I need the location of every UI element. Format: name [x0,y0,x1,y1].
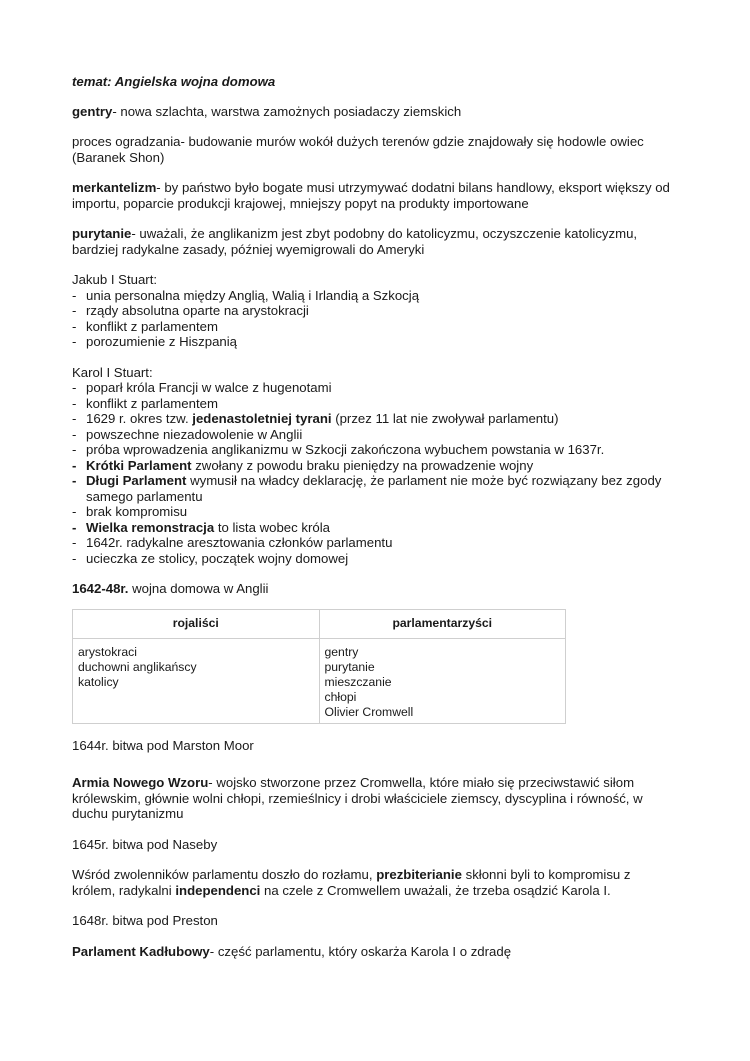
paragraph-rozlam-text: Wśród zwolenników parlamentu doszło do rozłamu, [72,867,377,882]
paragraph-wojna-text: wojna domowa w Anglii [128,581,269,596]
paragraph-preston: 1648r. bitwa pod Preston [72,913,218,928]
term-kadlubowy: Parlament Kadłubowy [72,943,210,959]
list-item [72,411,672,427]
table-cell-line: chłopi [324,689,357,704]
list-item [72,458,672,474]
definition-gentry [72,104,672,120]
definition-ogradzanie: proces ogradzania- budowanie murów wokół dużych terenów gdzie znajdowały się hodowle owiec (Baranek Shon) [72,134,644,165]
definition-armia-text: - wojsko stworzone przez Cromwella, które miało się przeciwstawić siłom królewskim, głównie wolni chłopi, rzemieślnicy i drobi właściciele ziemscy, dyscyplina i równość, w duchu purytanizmu [72,775,643,821]
definition-kadlubowy [72,944,672,960]
list-jakub [72,288,672,350]
list-item-text: (przez 11 lat nie zwoływał parlamentu) [331,411,559,426]
list-item: - powszechne niezadowolenie w Anglii [72,427,672,443]
list-item-term: Wielka remonstracja [86,519,215,535]
list-item: - unia personalna między Anglią, Walią i Irlandią a Szkocją [72,288,672,304]
term-prezbiterianie: prezbiterianie [376,867,462,882]
definition-gentry-text: - nowa szlachta, warstwa zamożnych posiadaczy ziemskich [112,103,462,119]
table-cell-line: katolicy [78,674,119,689]
list-item [72,473,672,504]
list-item-term: jedenastoletniej tyrani [192,411,332,426]
section-heading-jakub: Jakub I Stuart: [72,272,158,287]
document-page [72,74,672,974]
list-item: - ucieczka ze stolicy, początek wojny domowej [72,551,672,567]
definition-purytanie [72,226,672,257]
table-cell-line: mieszczanie [324,674,392,689]
table-header-rojalisci: rojaliści [73,609,320,638]
table-cell-line: duchowni anglikańscy [78,659,197,674]
table-cell-line: Olivier Cromwell [324,704,414,719]
term-armia: Armia Nowego Wzoru [72,775,209,790]
table-cell-line: purytanie [324,659,375,674]
term-merkantelizm: merkantelizm [72,180,157,195]
table-header-parlamentarzysci: parlamentarzyści [319,609,566,638]
list-item: - konflikt z parlamentem [72,396,672,412]
term-gentry: gentry [72,103,113,119]
list-item: - brak kompromisu [72,504,672,520]
list-item: - próba wprowadzenia anglikanizmu w Szkocji zakończona wybuchem powstania w 1637r. [72,442,672,458]
list-item: - rządy absolutna oparte na arystokracji [72,303,672,319]
paragraph-rozlam-text: na czele z Cromwellem uważali, że trzeba osądzić Karola I. [260,882,611,898]
table-cell-parlamentarzysci [319,638,566,723]
definition-purytanie-text: - uważali, że anglikanizm jest zbyt podobny do katolicyzmu, oczyszczenie katolicyzmu, bardziej radykalne zasady, później wyemigrowali do Ameryki [72,226,638,257]
list-item: - 1642r. radykalne aresztowania członków parlamentu [72,535,672,551]
paragraph-naseby: 1645r. bitwa pod Naseby [72,836,218,852]
list-item-text: 1629 r. okres tzw. [86,411,193,426]
list-item: - konflikt z parlamentem [72,319,672,335]
paragraph-rozlam [72,867,672,898]
definition-armia [72,775,672,822]
paragraph-wojna [72,581,672,597]
definition-merkantelizm [72,180,672,211]
paragraph-rozlam-text: skłonni byli to kompromisu z królem, radykalni [72,867,631,898]
factions-table [72,609,566,724]
table-cell-rojalisci [73,638,320,723]
definition-kadlubowy-text: - część parlamentu, który oskarża Karola I o zdradę [209,943,512,959]
definition-merkantelizm-text: - by państwo było bogate musi utrzymywać dodatni bilans handlowy, eksport większy od importu, poparcie produkcji krajowej, mniejszy popyt na produkty importowane [72,180,670,211]
list-karol [72,380,672,566]
table-cell-line: gentry [324,644,359,659]
list-item: - porozumienie z Hiszpanią [72,334,672,350]
list-item [72,520,672,536]
paragraph-marston: 1644r. bitwa pod Marston Moor [72,737,254,753]
list-item-text: to lista wobec króla [214,519,330,535]
list-item-text: wymusił na władcy deklarację, że parlament nie może być rozwiązany bez zgody samego parlamentu [86,473,662,504]
list-item-term: Krótki Parlament [86,457,192,473]
term-purytanie: purytanie [72,226,132,241]
document-title: temat: Angielska wojna domowa [72,74,276,89]
term-independenci: independenci [175,882,261,898]
list-item: - poparł króla Francji w walce z hugenotami [72,380,672,396]
table-cell-line: arystokraci [78,644,137,659]
section-heading-karol: Karol I Stuart: [72,364,153,380]
list-item-term: Długi Parlament [86,473,187,488]
term-wojna-date: 1642-48r. [72,581,129,596]
table-row [73,638,566,723]
list-item-text: zwołany z powodu braku pieniędzy na prowadzenie wojny [191,457,534,473]
